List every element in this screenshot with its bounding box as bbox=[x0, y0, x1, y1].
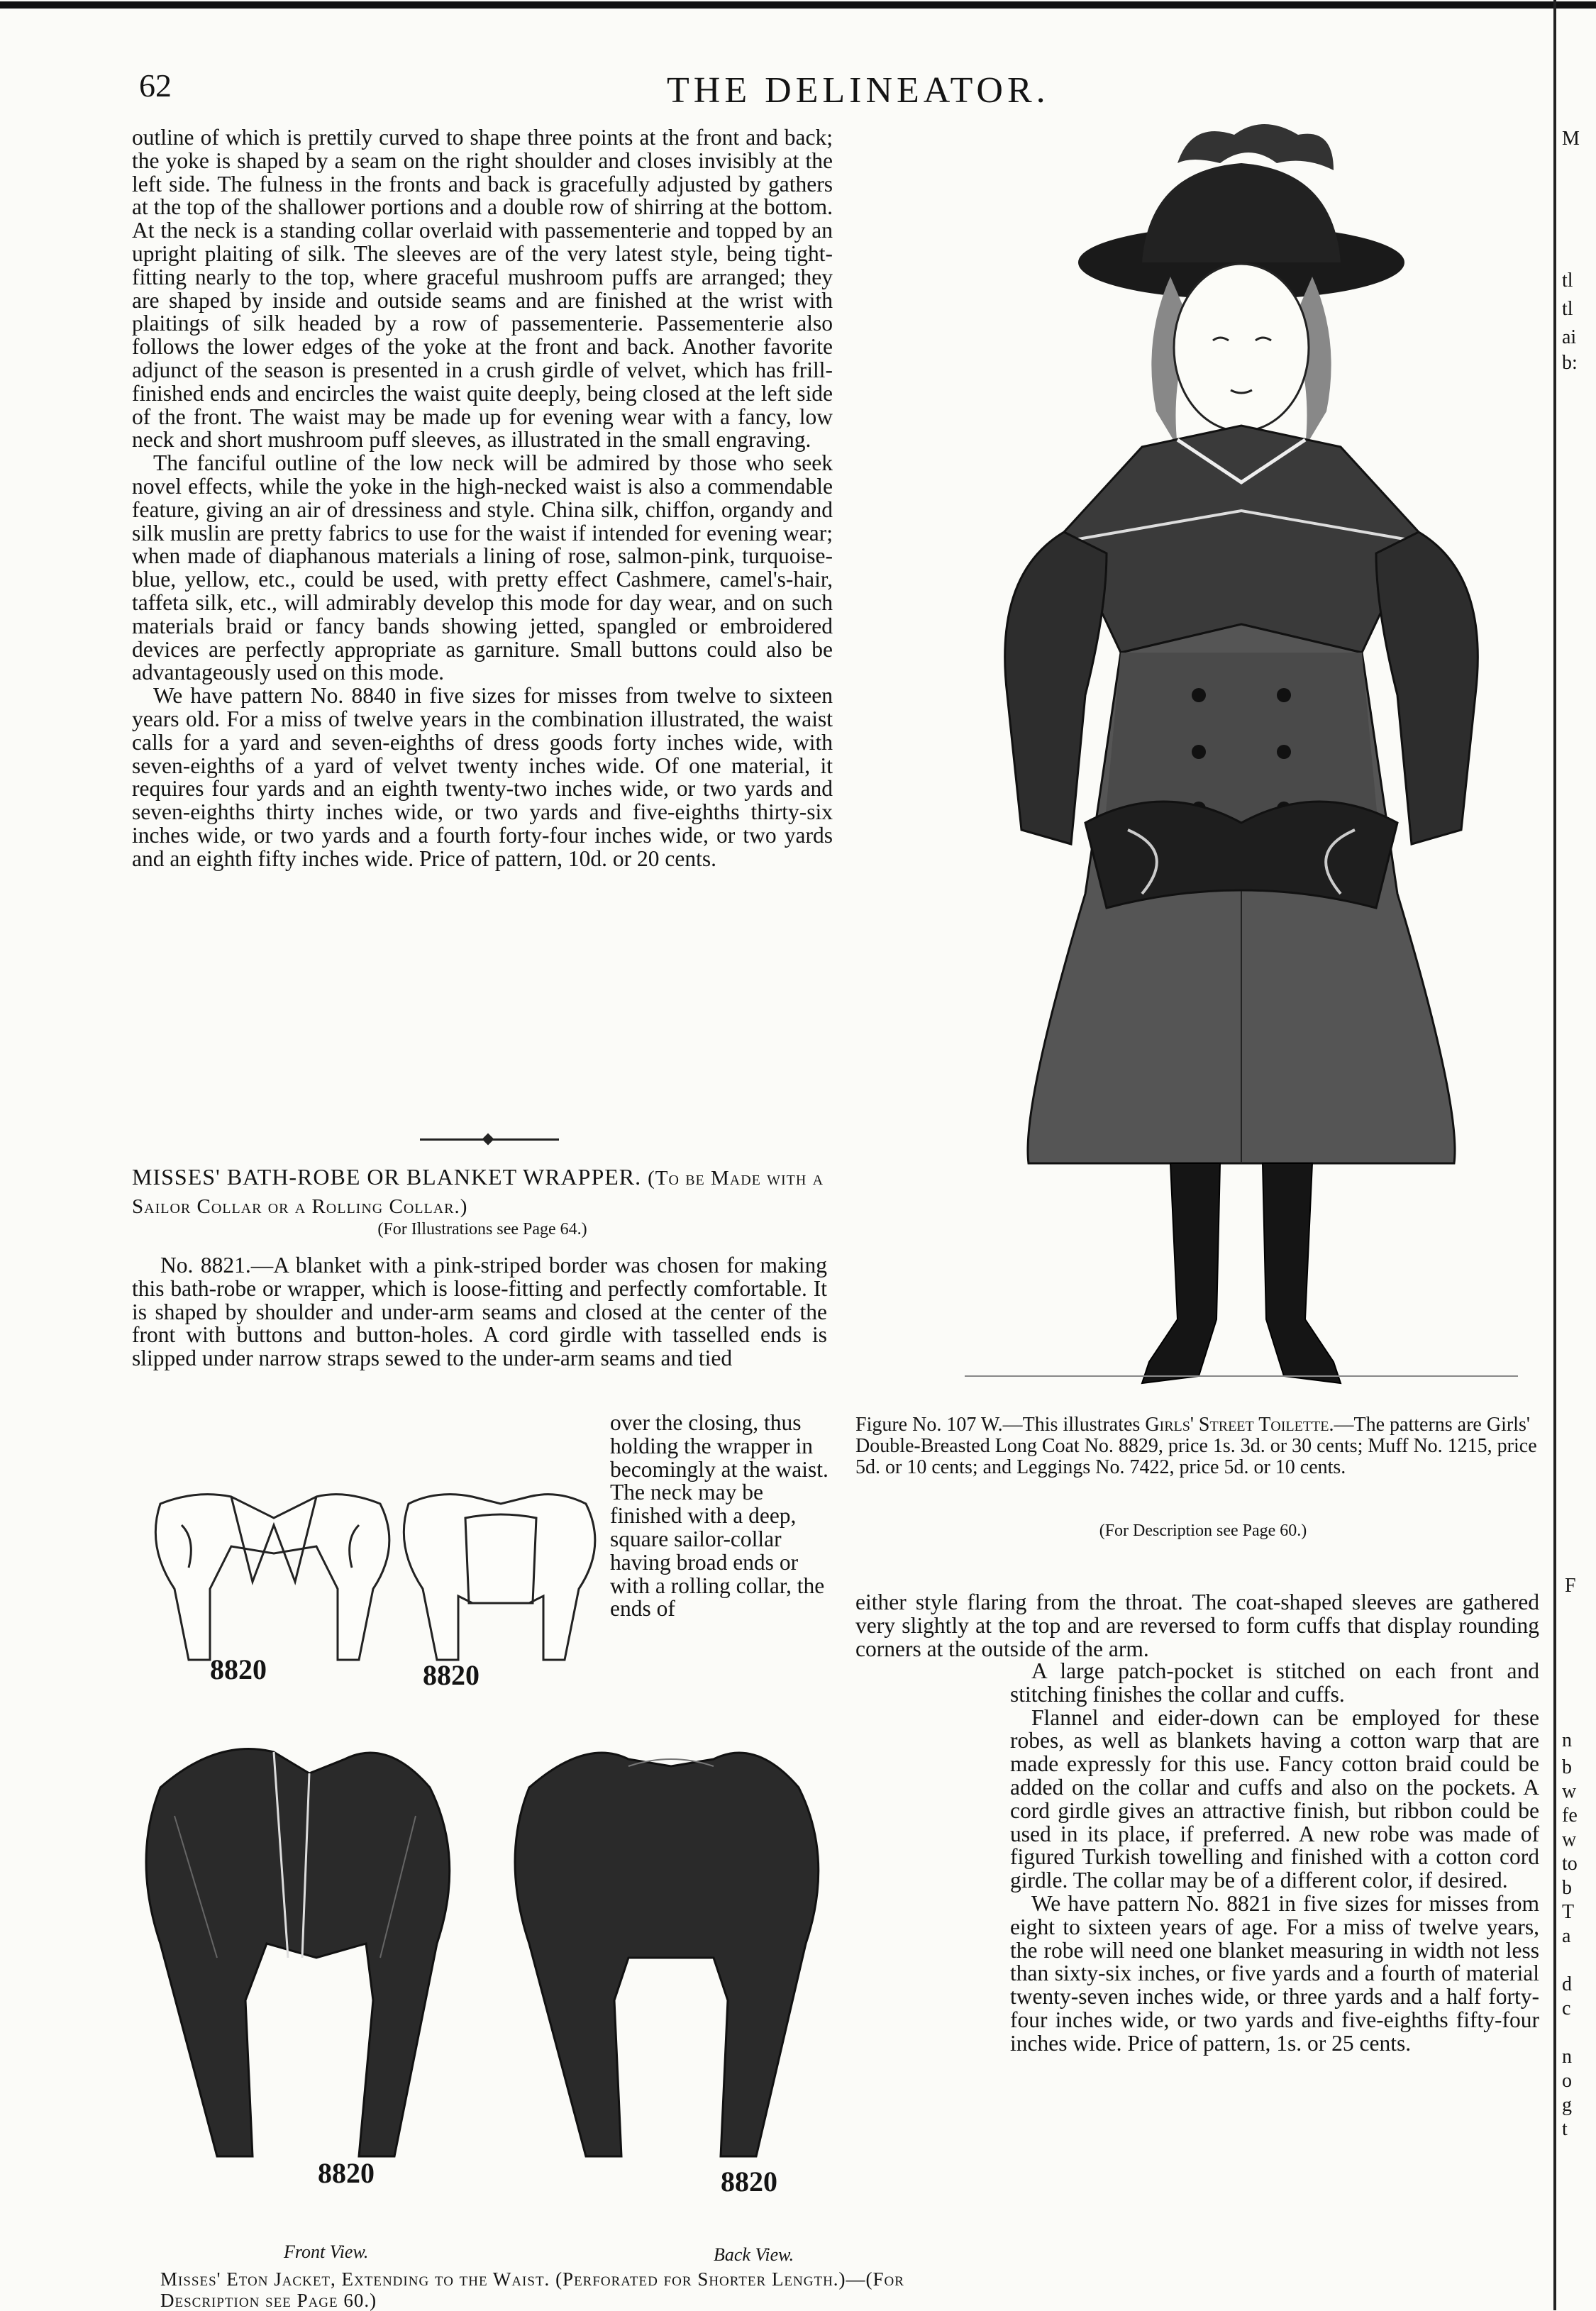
leggings bbox=[1142, 1163, 1341, 1383]
edge-fragment: w bbox=[1562, 1780, 1577, 1802]
paragraph: We have pattern No. 8821 in five sizes for misses from eight to sixteen years of age. For a miss of twelve years, the robe will need one blanket measuring in width not less than sixty-six inches, or five yards and a fourth of material twenty-seven inches wide, or three yards and a half forty-four inches wide, or two yards and five-eighths fifty-four inches wide. Price of pattern, 1s. or 25 cents. bbox=[1010, 1890, 1539, 2056]
edge-fragment: a bbox=[1562, 1925, 1571, 1947]
edge-fragment: c bbox=[1562, 1997, 1571, 2019]
small-front-jacket-figure bbox=[155, 1495, 389, 1660]
section-body-continued: over the closing, thus holding the wrapper in becomingly at the waist. The neck may be finished with a deep, square sailor-collar having broad ends or with a rolling collar, the ends of bbox=[610, 1410, 829, 1622]
caption-smallcaps: Girls' Street Toilette. bbox=[1145, 1414, 1334, 1436]
figure-number-label: 8820 bbox=[721, 2166, 777, 2198]
small-back-jacket-figure bbox=[404, 1495, 595, 1660]
left-column-text bbox=[132, 126, 833, 871]
section-divider bbox=[420, 1138, 559, 1141]
paragraph: The fanciful outline of the low neck will be admired by those who seek novel effects, while the yoke in the high-necked waist is also a commendable feature, giving an air of dressiness and style. China silk, chiffon, organdy and silk muslin are pretty fabrics to use for the waist if intended for evening wear; when made of diaphanous materials a lining of rose, salmon-pink, turquoise-blue, yellow, etc., could be used, with pretty effect Cashmere, camel's-hair, taffeta silk, etc., will admirably develop this mode for day wear, and on such materials braid or fancy bands showing jetted, spangled or embroidered devices are perfectly appropriate as garniture. Small buttons could also be advantageously used on this mode. bbox=[132, 450, 833, 685]
front-view-label: Front View. bbox=[284, 2241, 369, 2262]
paragraph: Flannel and eider-down can be employed for these robes, as well as blankets having a cotton warp that are made expressly for this use. Fancy cotton braid could be added on the collar and cuffs and also on the pockets. A cord girdle gives an attractive finish, but ribbon could be used in its place, if preferred. A new robe was made of figured Turkish towelling and finished with a cotton cord girdle. The collar may be of a different color, if desired. bbox=[1010, 1705, 1539, 1893]
heading-rest: (To be Made with a Sailor Collar or a Rolling Collar.) bbox=[132, 1167, 824, 1218]
edge-fragment: fe bbox=[1562, 1805, 1578, 1827]
caption-lead: Figure No. 107 W.—This illustrates bbox=[855, 1414, 1141, 1436]
figure-number-label: 8820 bbox=[210, 1653, 267, 1685]
jacket-caption-main: Misses' Eton Jacket, Extending to the Waist. bbox=[160, 2268, 550, 2290]
edge-fragment: o bbox=[1562, 2070, 1572, 2092]
edge-fragment: ai bbox=[1562, 326, 1577, 348]
edge-fragment: to bbox=[1562, 1853, 1578, 1875]
edge-fragment: tl bbox=[1562, 298, 1573, 320]
top-border-rule bbox=[0, 1, 1596, 9]
edge-fragment: w bbox=[1562, 1829, 1577, 1851]
right-column-lead: either style flaring from the throat. The coat-shaped sleeves are gathered very slightly at the top and are reversed to form cuffs that display rounding corners at the outside of the arm. bbox=[855, 1590, 1539, 1661]
heading-main: MISSES' BATH-ROBE OR BLANKET WRAPPER. bbox=[132, 1164, 642, 1190]
page-number: 62 bbox=[139, 67, 172, 104]
paragraph: A large patch-pocket is stitched on each front and stitching finishes the collar and cuffs. bbox=[1010, 1658, 1539, 1707]
large-back-jacket-figure bbox=[515, 1753, 819, 2156]
jacket-caption bbox=[160, 2268, 983, 2311]
jacket-caption-rest: (Perforated for Shorter Length.)—(For Description see Page 60.) bbox=[160, 2268, 904, 2311]
edge-fragment: M bbox=[1562, 128, 1580, 150]
edge-fragment: tl bbox=[1562, 270, 1573, 292]
caption-rest: —The patterns are Girls' Double-Breasted Long Coat No. 8829, price 1s. 3d. or 30 cents; Muff No. 1215, price 5d. or 10 cents; and Leggings No. 7422, price 5d. or 10 cents. bbox=[855, 1414, 1537, 1478]
edge-fragment: t bbox=[1562, 2118, 1568, 2140]
edge-fragment: b bbox=[1562, 1877, 1572, 1899]
paragraph: outline of which is prettily curved to shape three points at the front and back; the yoke is shaped by a seam on the right shoulder and closes invisibly at the left side. The fulness in the fronts and back is gracefully adjusted by gathers at the top of the shallower portions and a double row of shirring at the bottom. At the neck is a standing collar overlaid with passementerie and topped by an upright plaiting of silk. The sleeves are of the very latest style, being tight-fitting nearly to the top, where graceful mushroom puffs are arranged; they are shaped by inside and outside seams and are finished at the wrist with plaitings of silk headed by a row of passementerie. Passementerie also follows the lower edges of the yoke at the front and back. Another favorite adjunct of the season is presented in a crush girdle of velvet, which has frill-finished ends and encircles the waist quite deeply, being closed at the left side of the front. The waist may be made up for evening wear with a fancy, low neck and short mushroom puff sleeves, as illustrated in the small engraving. bbox=[132, 125, 833, 453]
figure-107-note: (For Description see Page 60.) bbox=[1099, 1522, 1307, 1540]
large-front-jacket-figure bbox=[146, 1749, 450, 2156]
section-body: No. 8821.—A blanket with a pink-striped border was chosen for making this bath-robe or wrapper, which is loose-fitting and perfectly comfortable. It is shaped by shoulder and under-arm seams and closed at the center of the front with buttons and button-holes. A cord girdle with tasselled ends is slipped under narrow straps sewed to the under-arm seams and tied bbox=[132, 1253, 827, 1371]
coat-body bbox=[1028, 624, 1455, 1163]
edge-fragment: g bbox=[1562, 2094, 1572, 2116]
edge-fragment: b: bbox=[1562, 352, 1578, 374]
figure-107-caption bbox=[855, 1414, 1551, 1478]
adjacent-page-edge bbox=[1553, 0, 1596, 2310]
running-head: THE DELINEATOR. bbox=[667, 70, 1050, 111]
edge-fragment: F bbox=[1565, 1575, 1576, 1597]
edge-fragment: d bbox=[1562, 1973, 1572, 1995]
coat-collar bbox=[1064, 426, 1419, 653]
edge-fragment: b bbox=[1562, 1756, 1572, 1778]
figure-107-girl-illustration bbox=[965, 113, 1518, 1404]
edge-fragment: n bbox=[1562, 1729, 1572, 1751]
edge-fragment: T bbox=[1562, 1901, 1575, 1923]
figure-number-label: 8820 bbox=[423, 1659, 480, 1691]
figure-number-label: 8820 bbox=[318, 2157, 375, 2189]
paragraph: We have pattern No. 8840 in five sizes for misses from twelve to sixteen years old. For a miss of twelve years in the combination illustrated, the waist calls for a yard and seven-eighths of dress goods forty inches wide, with seven-eighths of a yard of velvet twenty inches wide. Of one material, it requires four yards and an eighth twenty-two inches wide, or two yards and seven-eighths thirty inches wide, or two yards and five-eighths thirty-six inches wide, or two yards and a fourth forty-four inches wide, or two yards and an eighth fifty inches wide. Price of pattern, 10d. or 20 cents. bbox=[132, 683, 833, 871]
edge-fragment: n bbox=[1562, 2046, 1572, 2068]
eton-jacket-illustrations bbox=[132, 1461, 841, 2256]
section-heading bbox=[132, 1163, 833, 1220]
section-subhead: (For Illustrations see Page 64.) bbox=[377, 1220, 587, 1238]
right-column-text bbox=[1010, 1660, 1539, 2056]
back-view-label: Back View. bbox=[714, 2244, 794, 2265]
